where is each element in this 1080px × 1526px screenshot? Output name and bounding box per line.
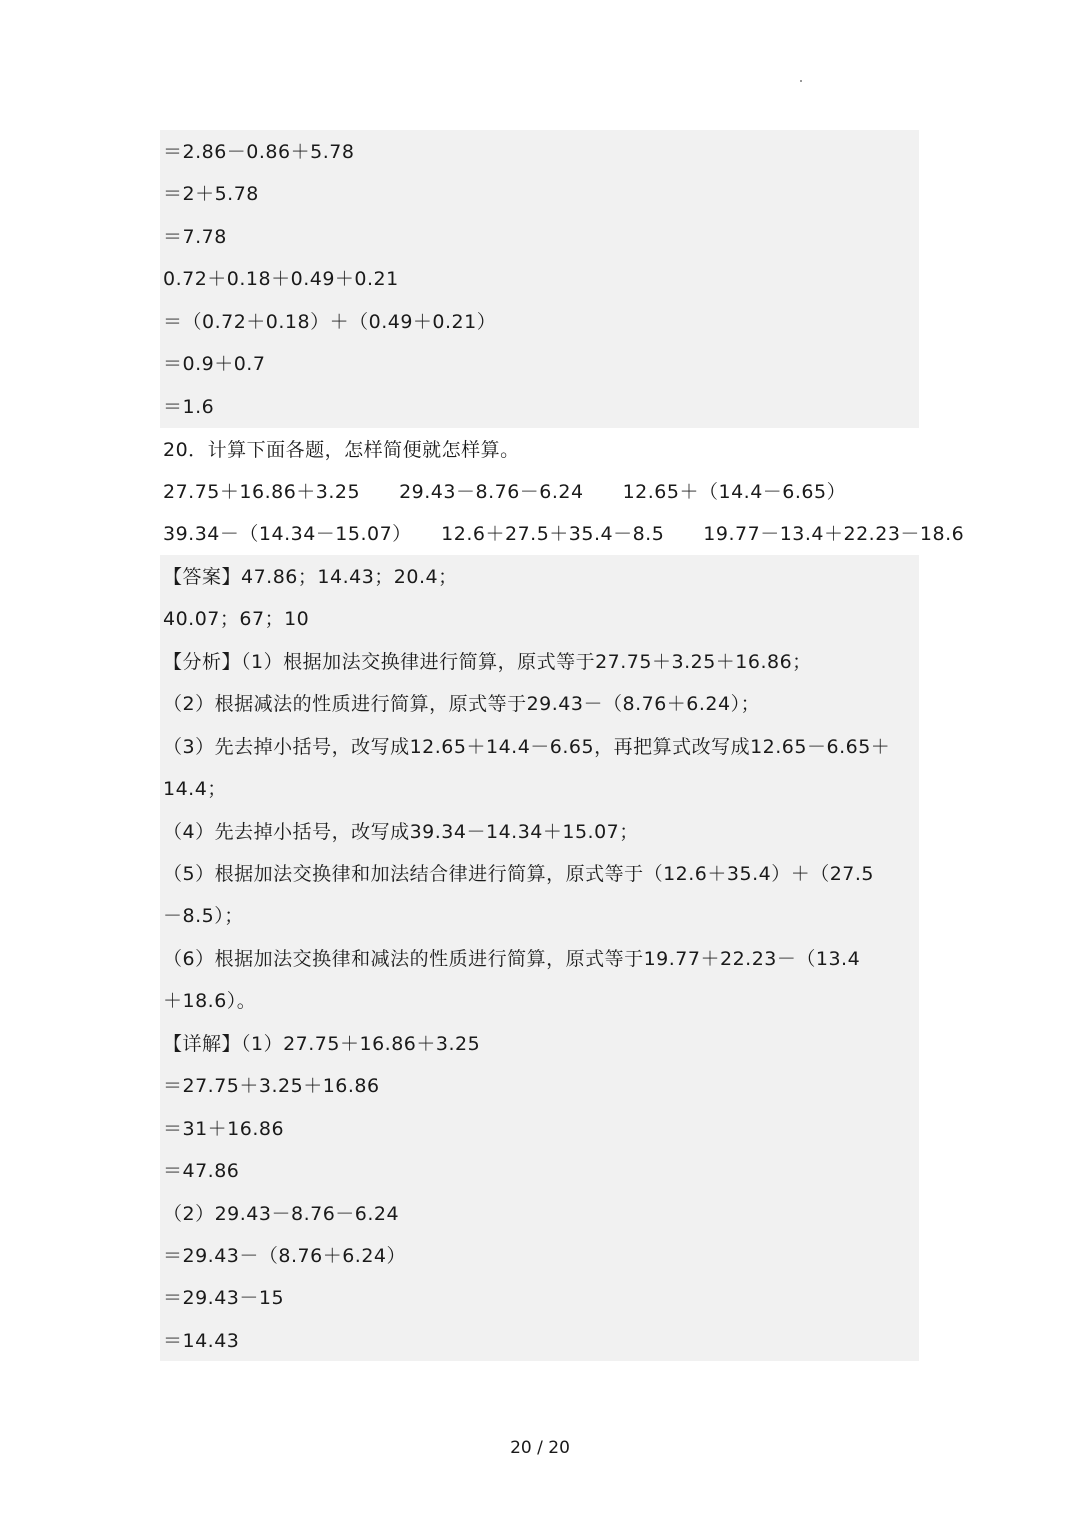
calc-line: ＝7.78 (163, 226, 227, 248)
analysis-line: ＋18.6）。 (163, 990, 257, 1012)
analysis-line: （3）先去掉小括号，改写成12.65＋14.4－6.65，再把算式改写成12.65－6.65＋ (163, 736, 891, 758)
detail-line: ＝29.43－15 (163, 1287, 285, 1309)
analysis-line: －8.5）； (163, 905, 244, 927)
analysis-line: （2）根据减法的性质进行简算，原式等于29.43－（8.76＋6.24）； (163, 693, 761, 715)
analysis-line: （6）根据加法交换律和减法的性质进行简算，原式等于19.77＋22.23－（13.4 (163, 948, 861, 970)
calc-line: 0.72＋0.18＋0.49＋0.21 (163, 268, 399, 290)
question-row: 27.75＋16.86＋3.25 29.43－8.76－6.24 12.65＋（14.4－6.65） (163, 481, 847, 503)
detail-line: ＝27.75＋3.25＋16.86 (163, 1075, 380, 1097)
calc-line: ＝2＋5.78 (163, 183, 259, 205)
detail-line: （2）29.43－8.76－6.24 (163, 1203, 400, 1225)
detail-line: ＝31＋16.86 (163, 1118, 285, 1140)
detail-line: ＝29.43－（8.76＋6.24） (163, 1245, 407, 1267)
calc-line: ＝（0.72＋0.18）＋（0.49＋0.21） (163, 311, 497, 333)
analysis-line: （4）先去掉小括号，改写成39.34－14.34＋15.07； (163, 821, 639, 843)
calc-line: ＝2.86－0.86＋5.78 (163, 141, 355, 163)
detail-line: ＝14.43 (163, 1330, 240, 1352)
question-row: 39.34－（14.34－15.07） 12.6＋27.5＋35.4－8.5 19.77－13.4＋22.23－18.6 (163, 523, 965, 545)
analysis-line: 【分析】（1）根据加法交换律进行简算，原式等于27.75＋3.25＋16.86； (163, 651, 812, 673)
calc-line: ＝1.6 (163, 396, 215, 418)
page-number: 20 / 20 (510, 1438, 570, 1458)
speck-mark (800, 80, 802, 82)
answer-line: 【答案】47.86；14.43；20.4； (163, 566, 458, 588)
calc-line: ＝0.9＋0.7 (163, 353, 266, 375)
detail-line: 【详解】（1）27.75＋16.86＋3.25 (163, 1033, 481, 1055)
analysis-line: 14.4； (163, 778, 227, 800)
answer-line: 40.07；67；10 (163, 608, 310, 630)
analysis-line: （5）根据加法交换律和加法结合律进行简算，原式等于（12.6＋35.4）＋（27.5 (163, 863, 875, 885)
question-title: 20．计算下面各题，怎样简便就怎样算。 (163, 439, 520, 461)
detail-line: ＝47.86 (163, 1160, 240, 1182)
